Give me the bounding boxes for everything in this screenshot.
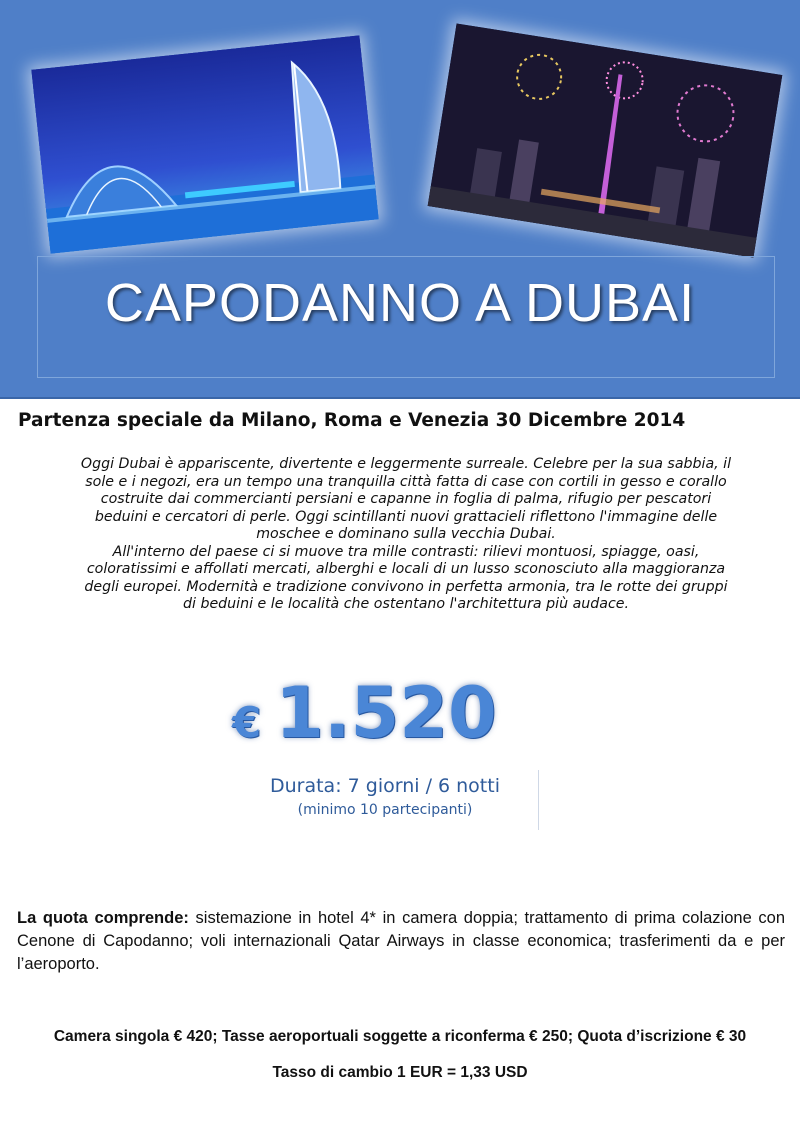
description-line: beduini e cercatori di perle. Oggi scintillanti nuovi grattacieli riflettono l'immagine delle	[94, 508, 718, 525]
description-line: moschee e dominano sulla vecchia Dubai.	[256, 526, 556, 542]
description-line: di beduini e le località che ostentano l'architettura più audace.	[182, 596, 629, 612]
burj-khalifa-fireworks-photo	[428, 23, 783, 257]
description-line: Oggi Dubai è appariscente, divertente e leggermente surreale. Celebre per la sua sabbia, il	[80, 456, 732, 472]
price-currency: €	[232, 698, 262, 747]
includes-text: sistemazione in hotel 4* in camera doppia; trattamento di prima colazione con Cenone di Capodanno; voli internazionali Qatar Airways in classe economica; trasferimenti da e per l’aeroporto.	[17, 909, 785, 973]
price-includes	[17, 907, 785, 976]
duration: Durata: 7 giorni / 6 notti	[269, 775, 500, 797]
price	[232, 672, 497, 754]
description-line: degli europei. Modernità e tradizione convivono in perfetta armonia, tra le rotte dei gruppi	[84, 578, 728, 595]
description-line: coloratissimi e affollati mercati, alberghi e locali di un lusso sconosciuto alla maggioranza	[86, 561, 726, 577]
description-line: All'interno del paese ci si muove tra mille contrasti: rilievi montuosi, spiagge, oasi,	[112, 543, 700, 560]
description-line: costruite dai commercianti persiani e capanne in foglia di palma, rifugio per pescatori	[100, 491, 712, 507]
extra-costs: Camera singola € 420; Tasse aeroportuali soggette a riconferma € 250; Quota d’iscrizione € 30	[53, 1028, 747, 1045]
description-line: sole e i negozi, era un tempo una tranquilla città fatta di case con cortili in gesso e corallo	[85, 473, 727, 490]
exchange-rate: Tasso di cambio 1 EUR = 1,33 USD	[272, 1064, 528, 1081]
description	[22, 456, 790, 614]
divider	[538, 770, 539, 830]
page-title: CAPODANNO A DUBAI	[104, 273, 696, 333]
price-amount: 1.520	[275, 672, 497, 754]
minimum-participants: (minimo 10 partecipanti)	[297, 802, 473, 818]
departure-subtitle: Partenza speciale da Milano, Roma e Venezia 30 Dicembre 2014	[18, 410, 686, 431]
header-banner	[0, 0, 800, 399]
burj-al-arab-photo	[31, 35, 379, 253]
includes-label: La quota comprende:	[17, 909, 189, 927]
